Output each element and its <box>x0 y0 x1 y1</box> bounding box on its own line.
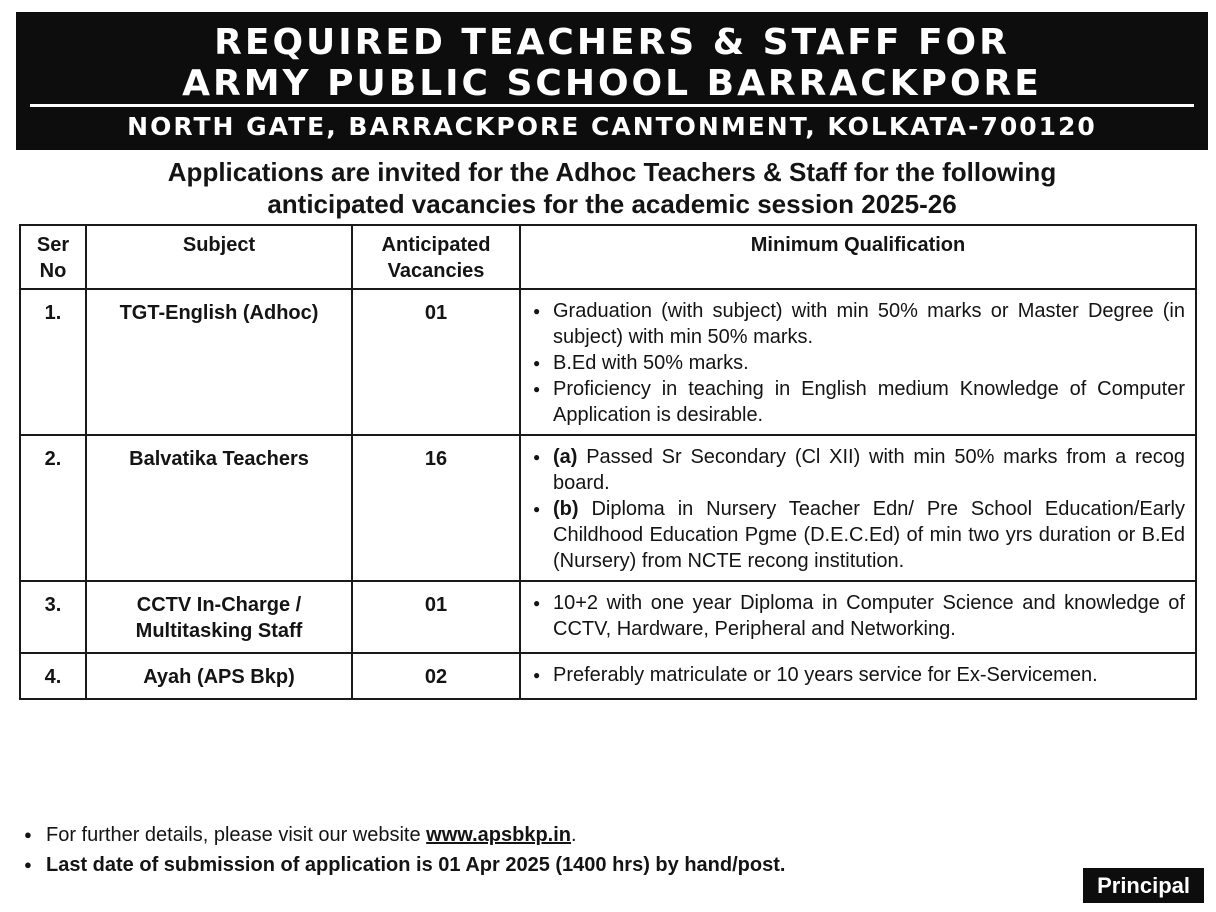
intro-line-1: Applications are invited for the Adhoc Teachers & Staff for the following <box>167 157 1057 187</box>
row-ser-no: 2. <box>20 435 86 581</box>
row-qualification <box>520 289 1196 435</box>
qualification-item <box>529 496 1185 574</box>
row-qualification <box>520 653 1196 699</box>
qualification-text: 10+2 with one year Diploma in Computer Science and knowledge of CCTV, Hardware, Peripheral and Networking. <box>553 592 1185 640</box>
qualification-text: Passed Sr Secondary (Cl XII) with min 50% marks from a recog board. <box>553 446 1185 494</box>
row-vacancies: 16 <box>352 435 520 581</box>
vacancy-table-wrapper <box>19 224 1197 700</box>
qualification-item <box>529 444 1185 496</box>
qualification-item <box>529 298 1185 350</box>
row-vacancies: 01 <box>352 289 520 435</box>
qualification-text: Diploma in Nursery Teacher Edn/ Pre School Education/Early Childhood Education Pgme (D.E.C.Ed) of min two yrs duration or B.Ed (Nursery) from NCTE recong institution. <box>553 498 1185 572</box>
row-vacancies: 01 <box>352 581 520 653</box>
table-row <box>20 289 1196 435</box>
signature-principal: Principal <box>1083 868 1204 903</box>
row-qualification <box>520 581 1196 653</box>
intro-text <box>16 156 1208 220</box>
row-qualification <box>520 435 1196 581</box>
qualification-text: Graduation (with subject) with min 50% marks or Master Degree (in subject) with min 50% marks. <box>553 300 1185 348</box>
row-ser-no: 1. <box>20 289 86 435</box>
qualification-text: Preferably matriculate or 10 years service for Ex-Servicemen. <box>553 664 1098 686</box>
table-row <box>20 581 1196 653</box>
row-ser-no: 3. <box>20 581 86 653</box>
vacancy-table <box>19 224 1197 700</box>
row-subject: Balvatika Teachers <box>86 435 352 581</box>
further-details-note <box>20 820 1200 850</box>
further-details-end: . <box>571 824 577 846</box>
intro-line-2: anticipated vacancies for the academic session 2025-26 <box>267 189 957 219</box>
headline-line-2: ARMY PUBLIC SCHOOL BARRACKPORE <box>182 63 1042 104</box>
footer-notes <box>20 820 1200 880</box>
qualification-prefix: (a) <box>553 446 578 468</box>
header-subject: Subject <box>86 225 352 289</box>
qualification-prefix: (b) <box>553 498 579 520</box>
row-vacancies: 02 <box>352 653 520 699</box>
last-date-note: ● Last date of submission of application is 01 Apr 2025 (1400 hrs) by hand/post. <box>20 850 1200 880</box>
row-subject: TGT-English (Adhoc) <box>86 289 352 435</box>
qualification-list <box>529 590 1185 642</box>
table-header-row <box>20 225 1196 289</box>
table-row <box>20 435 1196 581</box>
row-ser-no: 4. <box>20 653 86 699</box>
qualification-text: Proficiency in teaching in English medium Knowledge of Computer Application is desirable. <box>553 378 1185 426</box>
headline-line-1: REQUIRED TEACHERS & STAFF FOR <box>214 22 1010 63</box>
header-ser-no: Ser No <box>20 225 86 289</box>
qualification-item <box>529 590 1185 642</box>
qualification-text: B.Ed with 50% marks. <box>553 352 749 374</box>
qualification-item <box>529 376 1185 428</box>
header-divider <box>30 104 1194 107</box>
header-qualification: Minimum Qualification <box>520 225 1196 289</box>
row-subject: Ayah (APS Bkp) <box>86 653 352 699</box>
school-address: NORTH GATE, BARRACKPORE CANTONMENT, KOLKATA-700120 <box>127 112 1097 141</box>
qualification-list <box>529 662 1185 688</box>
header-banner <box>16 12 1208 150</box>
qualification-item <box>529 662 1185 688</box>
table-row <box>20 653 1196 699</box>
header-vacancies: Anticipated Vacancies <box>352 225 520 289</box>
further-details-text: For further details, please visit our website <box>46 824 427 846</box>
website-link[interactable]: www.apsbkp.in <box>426 824 572 846</box>
qualification-list <box>529 298 1185 428</box>
qualification-item <box>529 350 1185 376</box>
row-subject: CCTV In-Charge / Multitasking Staff <box>86 581 352 653</box>
qualification-list <box>529 444 1185 574</box>
